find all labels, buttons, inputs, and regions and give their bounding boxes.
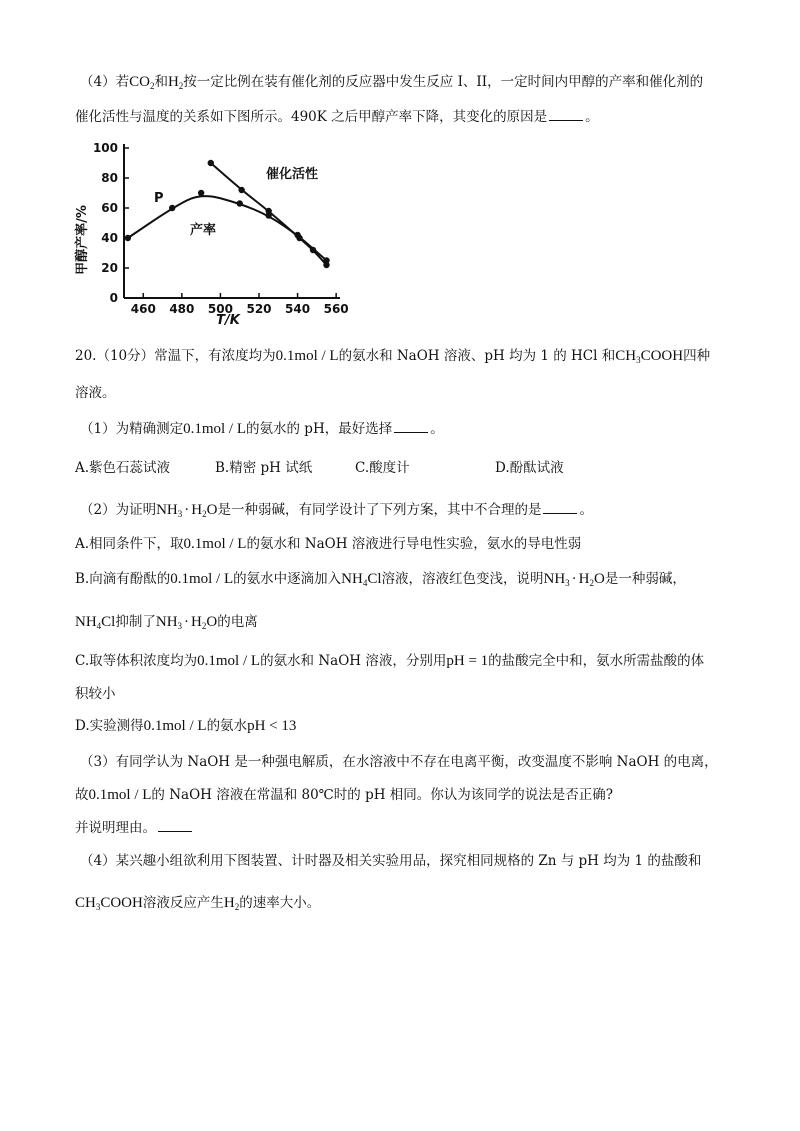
series-label-yield: 产率 (190, 223, 217, 238)
y-tick-label: 40 (101, 231, 118, 245)
q19-part4-line2: 催化活性与温度的关系如下图所示。490K 之后甲醇产率下降，其变化的原因是 。 (75, 106, 725, 127)
q19-p4-and: 和 (154, 74, 168, 90)
answer-blank[interactable] (543, 499, 577, 514)
q20-part4-line2: $CH_3COOH$溶液反应产生$H_2$的速率大小。 (75, 895, 321, 912)
q20-part1-options (75, 458, 695, 478)
x-tick-label: 520 (246, 302, 272, 316)
q20-part2: （2）为证明$NH_3 \cdot H_2O$是一种弱碱，有同学设计了下列方案，其中不合理的是 。 (80, 499, 730, 524)
nh4cl-formula: $NH_4Cl$ (75, 614, 116, 631)
data-point (323, 262, 329, 268)
concentration: 0.1mol / L (275, 348, 339, 364)
data-point (238, 187, 244, 193)
y-tick-label: 80 (101, 171, 118, 185)
x-tick-label: 500 (207, 302, 233, 316)
data-point (310, 247, 316, 253)
data-point (265, 208, 271, 214)
h2-formula: $H_2$ (167, 74, 184, 91)
data-point (125, 235, 131, 241)
ch3cooh-formula: $CH_3COOH$ (75, 895, 143, 912)
ch3cooh-formula: $CH_3COOH$ (615, 348, 684, 365)
nh3-h2o-formula: $NH_3 \cdot H_2O$ (156, 502, 218, 519)
q20-option-c-line2: 积较小 (75, 686, 116, 702)
data-point (208, 160, 214, 166)
answer-blank[interactable] (158, 817, 192, 832)
nh3-h2o-formula: $NH_3 \cdot H_2O$ (543, 571, 605, 588)
q19-p4-intro: （4）若 (80, 74, 130, 90)
q20-option-b: B.向滴有酚酞的0.1mol / L的氨水中逐滴加入$NH_4Cl$溶液，溶液红色变浅，说明$NH_3 \cdot H_2O$是一种弱碱， (75, 571, 686, 588)
data-point (169, 205, 175, 211)
x-axis-label: T/K (216, 313, 240, 328)
data-point (198, 190, 204, 196)
nh3-h2o-formula: $NH_3 \cdot H_2O$ (155, 614, 218, 631)
q20-part4-line1: （4）某兴趣小组欲利用下图装置、计时器及相关实验用品，探究相同规格的 Zn 与 pH 均为 1 的盐酸和 (80, 853, 702, 869)
q20-part1: （1）为精确测定0.1mol / L的氨水的 pH，最好选择 。 (80, 418, 730, 439)
option-c[interactable]: C.酸度计 (355, 460, 410, 476)
answer-blank[interactable] (394, 418, 428, 433)
q20-part3-line2: 故0.1mol / L的 NaOH 溶液在常温和 80℃时的 pH 相同。你认为该同学的说法是否正确? (75, 787, 614, 803)
y-tick-label: 60 (101, 201, 118, 215)
x-tick-label: 460 (130, 302, 156, 316)
co2-formula: $CO_2$ (129, 74, 155, 91)
data-point (237, 200, 243, 206)
y-tick-label: 0 (109, 291, 118, 305)
series-label-activity: 催化活性 (266, 167, 319, 182)
option-d[interactable]: D.酚酞试液 (495, 460, 564, 476)
data-point (296, 235, 302, 241)
q20-option-b-line2: $NH_4Cl$抑制了$NH_3 \cdot H_2O$的电离 (75, 614, 258, 631)
q20-option-d: D.实验测得0.1mol / L的氨水pH < 13 (75, 718, 297, 734)
x-tick-label: 480 (169, 302, 195, 316)
option-a[interactable]: A.紫色石蕊试液 (75, 460, 171, 476)
q19-p4-text: 按一定比例在装有催化剂的反应器中发生反应 I、II，一定时间内甲醇的产率和催化剂的 (183, 74, 704, 90)
methanol-yield-chart (75, 138, 358, 333)
q20-part3-line3: 并说明理由。 (75, 817, 725, 838)
y-axis-label: 甲醇产率/% (75, 205, 90, 275)
nh4cl-formula: $NH_4Cl$ (341, 571, 382, 588)
h2-formula: $H_2$ (223, 895, 240, 912)
x-tick-label: 540 (285, 302, 311, 316)
answer-blank[interactable] (549, 106, 583, 121)
y-tick-label: 100 (92, 141, 118, 155)
q20-header-line2: 溶液。 (75, 385, 116, 401)
option-b[interactable]: B.精密 pH 试纸 (215, 460, 313, 476)
x-tick-label: 560 (323, 302, 349, 316)
q19-p4-question: 催化活性与温度的关系如下图所示。490K 之后甲醇产率下降，其变化的原因是 (75, 109, 548, 125)
q20-part3-line1: （3）有同学认为 NaOH 是一种强电解质，在水溶液中不存在电离平衡，改变温度不影响 NaOH 的电离， (80, 754, 718, 770)
q20-option-a: A.相同条件下，取0.1mol / L的氨水和 NaOH 溶液进行导电性实验，氨水的导电性弱 (75, 536, 582, 552)
q19-part4-line1 (80, 72, 730, 96)
point-label-p: P (154, 191, 164, 206)
y-tick-label: 20 (101, 261, 118, 275)
q20-header: 20.（10分）常温下，有浓度均为0.1mol / L的氨水和 NaOH 溶液、pH 均为 1 的 HCl 和$CH_3COOH$四种 (75, 348, 711, 365)
q20-option-c: C.取等体积浓度均为0.1mol / L的氨水和 NaOH 溶液，分别用pH = 1的盐酸完全中和，氨水所需盐酸的体 (75, 653, 705, 669)
